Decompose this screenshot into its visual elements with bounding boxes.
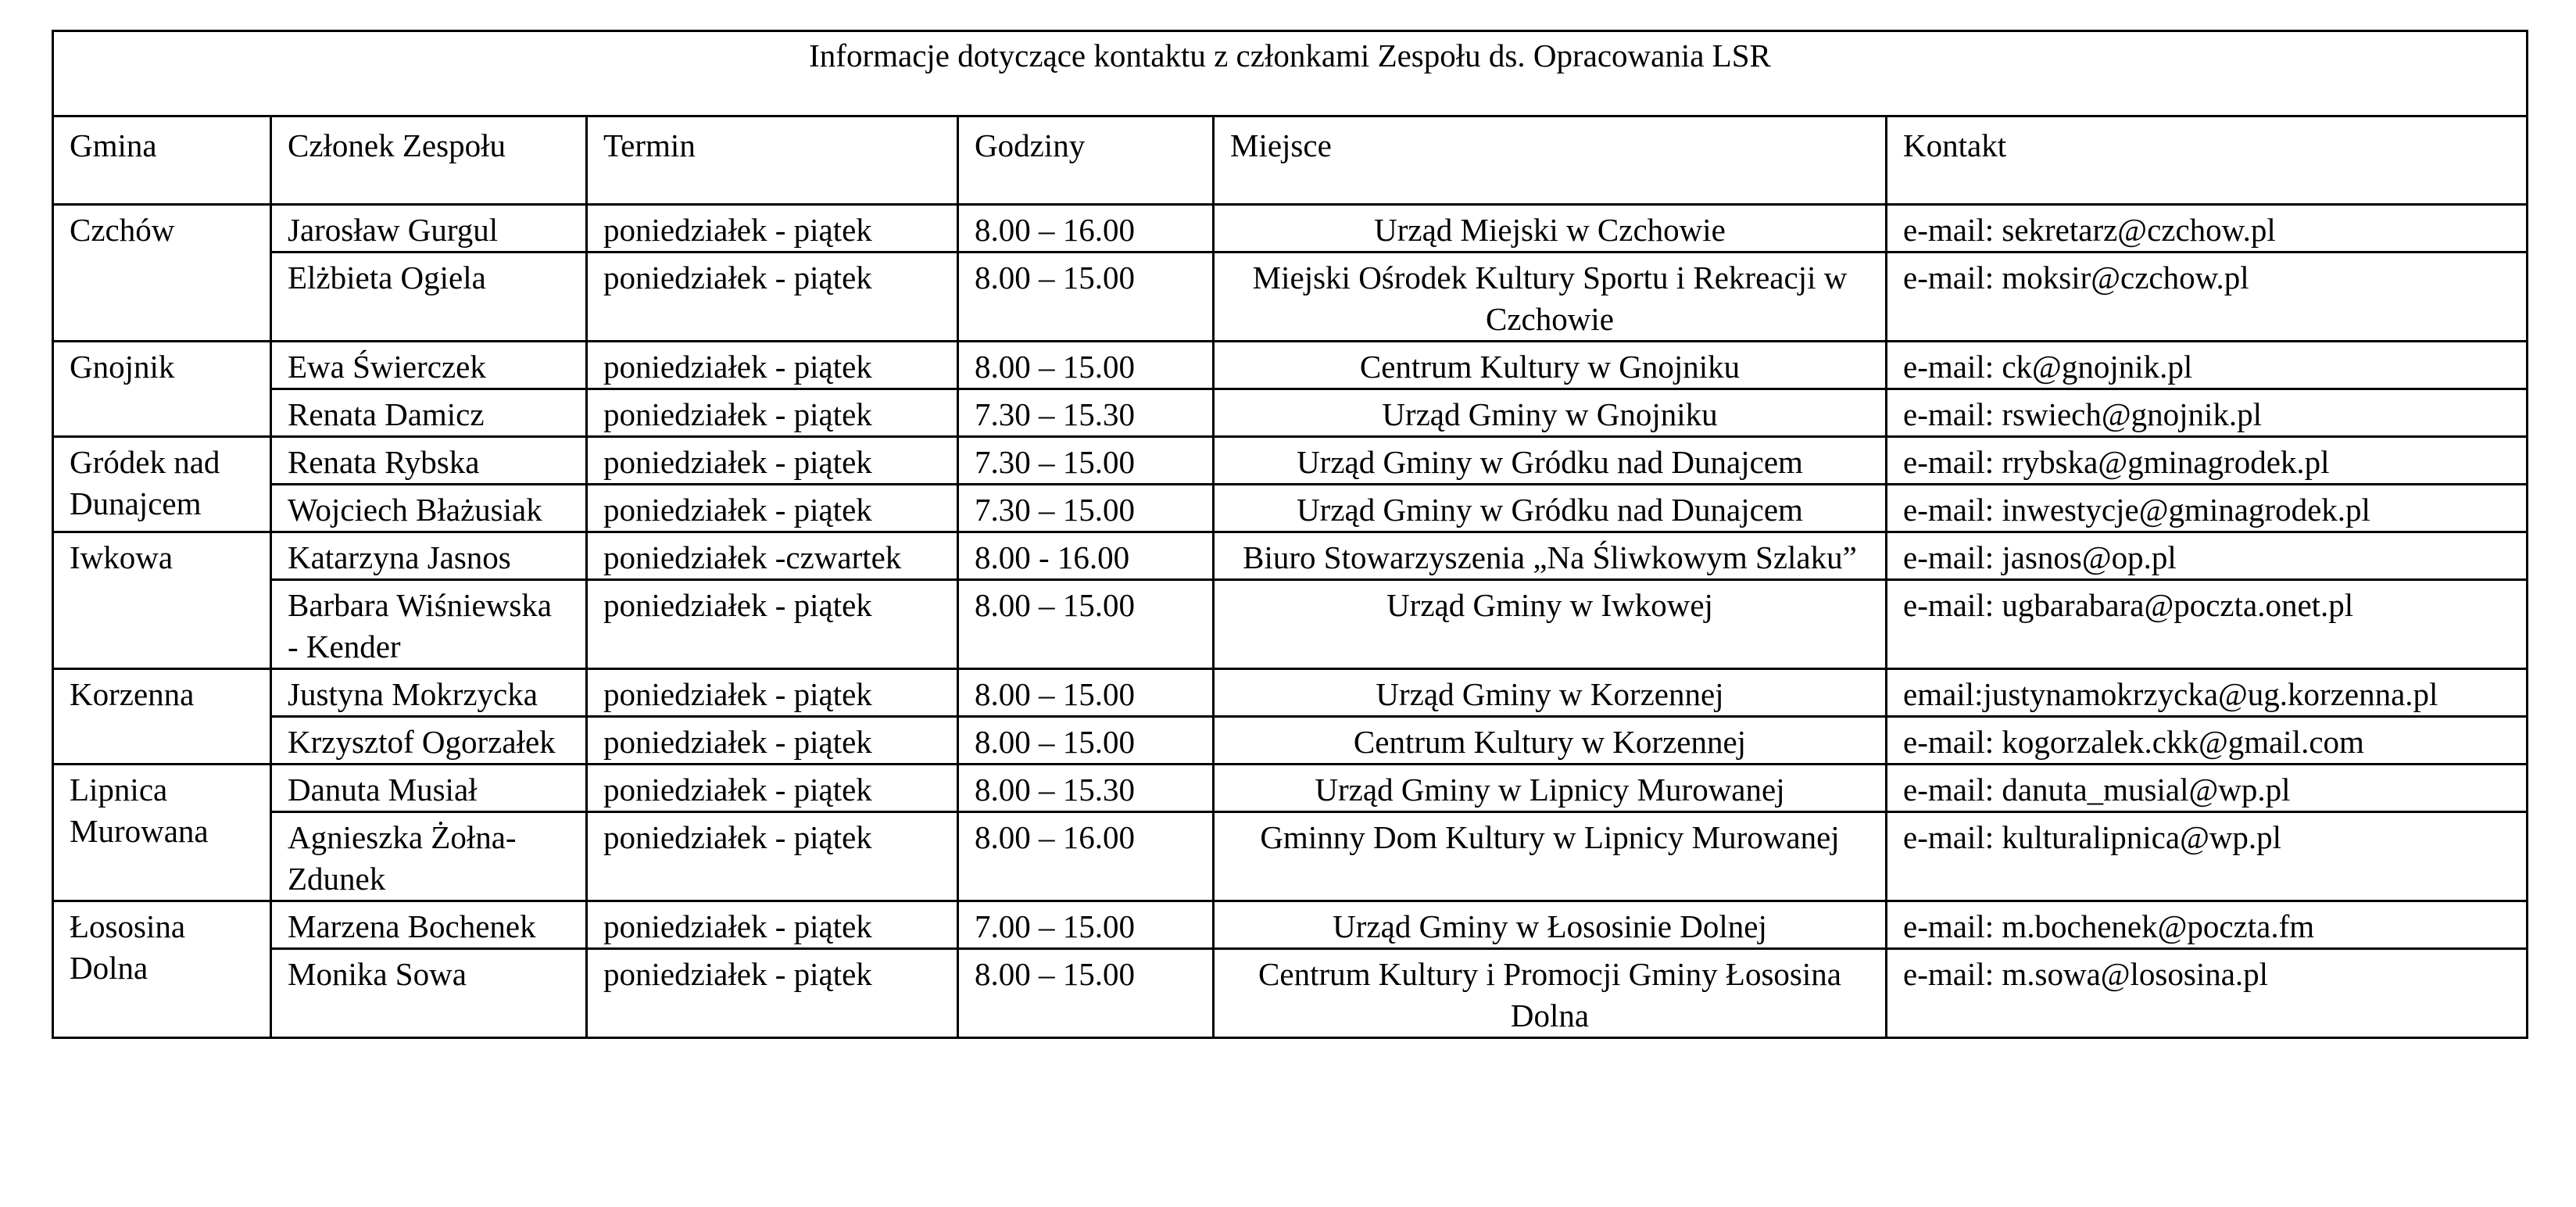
term-cell: poniedziałek - piątek [587, 253, 958, 342]
term-cell: poniedziałek - piątek [587, 342, 958, 389]
member-cell: Renata Damicz [271, 389, 587, 437]
contact-cell: e-mail: sekretarz@czchow.pl [1887, 205, 2528, 253]
table-row [53, 765, 2528, 812]
term-cell: poniedziałek - piątek [587, 485, 958, 532]
table-title: Informacje dotyczące kontaktu z członkami Zespołu ds. Opracowania LSR [53, 31, 2528, 116]
term-cell: poniedziałek - piątek [587, 205, 958, 253]
contact-cell: e-mail: ugbarabara@poczta.onet.pl [1887, 580, 2528, 669]
place-cell: Urząd Gminy w Gródku nad Dunajcem [1214, 485, 1887, 532]
member-cell: Danuta Musiał [271, 765, 587, 812]
contact-cell: email:justynamokrzycka@ug.korzenna.pl [1887, 669, 2528, 717]
header-member: Członek Zespołu [271, 116, 587, 205]
hours-cell: 7.00 – 15.00 [958, 901, 1214, 949]
table-row [53, 580, 2528, 669]
place-cell: Urząd Gminy w Lipnicy Murowanej [1214, 765, 1887, 812]
header-row [53, 116, 2528, 205]
term-cell: poniedziałek -czwartek [587, 532, 958, 580]
member-cell: Barbara Wiśniewska - Kender [271, 580, 587, 669]
contact-cell: e-mail: danuta_musial@wp.pl [1887, 765, 2528, 812]
place-cell: Centrum Kultury w Gnojniku [1214, 342, 1887, 389]
gmina-cell: Korzenna [53, 669, 271, 765]
table-row [53, 949, 2528, 1038]
hours-cell: 8.00 – 15.00 [958, 669, 1214, 717]
term-cell: poniedziałek - piątek [587, 812, 958, 901]
hours-cell: 8.00 – 16.00 [958, 205, 1214, 253]
member-cell: Krzysztof Ogorzałek [271, 717, 587, 765]
member-cell: Agnieszka Żołna-Zdunek [271, 812, 587, 901]
contact-cell: e-mail: inwestycje@gminagrodek.pl [1887, 485, 2528, 532]
member-cell: Katarzyna Jasnos [271, 532, 587, 580]
hours-cell: 7.30 – 15.30 [958, 389, 1214, 437]
hours-cell: 8.00 – 15.00 [958, 253, 1214, 342]
gmina-cell: Lipnica Murowana [53, 765, 271, 901]
place-cell: Biuro Stowarzyszenia „Na Śliwkowym Szlaku” [1214, 532, 1887, 580]
table-row [53, 532, 2528, 580]
contact-cell: e-mail: jasnos@op.pl [1887, 532, 2528, 580]
contact-cell: e-mail: rswiech@gnojnik.pl [1887, 389, 2528, 437]
hours-cell: 8.00 – 15.00 [958, 342, 1214, 389]
place-cell: Urząd Gminy w Gródku nad Dunajcem [1214, 437, 1887, 485]
hours-cell: 8.00 – 15.00 [958, 949, 1214, 1038]
contact-cell: e-mail: m.bochenek@poczta.fm [1887, 901, 2528, 949]
table-row [53, 389, 2528, 437]
gmina-cell: Łososina Dolna [53, 901, 271, 1038]
contact-cell: e-mail: moksir@czchow.pl [1887, 253, 2528, 342]
term-cell: poniedziałek - piątek [587, 669, 958, 717]
contact-cell: e-mail: m.sowa@lososina.pl [1887, 949, 2528, 1038]
member-cell: Elżbieta Ogiela [271, 253, 587, 342]
term-cell: poniedziałek - piątek [587, 765, 958, 812]
header-term: Termin [587, 116, 958, 205]
member-cell: Marzena Bochenek [271, 901, 587, 949]
contact-cell: e-mail: kulturalipnica@wp.pl [1887, 812, 2528, 901]
caption-row [53, 31, 2528, 116]
hours-cell: 8.00 – 16.00 [958, 812, 1214, 901]
contact-cell: e-mail: ck@gnojnik.pl [1887, 342, 2528, 389]
header-gmina: Gmina [53, 116, 271, 205]
member-cell: Ewa Świerczek [271, 342, 587, 389]
header-contact: Kontakt [1887, 116, 2528, 205]
term-cell: poniedziałek - piątek [587, 901, 958, 949]
place-cell: Urząd Gminy w Łososinie Dolnej [1214, 901, 1887, 949]
member-cell: Jarosław Gurgul [271, 205, 587, 253]
member-cell: Justyna Mokrzycka [271, 669, 587, 717]
table-row [53, 717, 2528, 765]
place-cell: Urząd Gminy w Gnojniku [1214, 389, 1887, 437]
place-cell: Centrum Kultury i Promocji Gminy Łososina Dolna [1214, 949, 1887, 1038]
term-cell: poniedziałek - piątek [587, 389, 958, 437]
hours-cell: 7.30 – 15.00 [958, 485, 1214, 532]
place-cell: Gminny Dom Kultury w Lipnicy Murowanej [1214, 812, 1887, 901]
table-row [53, 485, 2528, 532]
table-row [53, 669, 2528, 717]
table-row [53, 205, 2528, 253]
contact-table [52, 30, 2528, 1039]
place-cell: Urząd Gminy w Korzennej [1214, 669, 1887, 717]
table-body [53, 31, 2528, 1038]
header-place: Miejsce [1214, 116, 1887, 205]
member-cell: Renata Rybska [271, 437, 587, 485]
table-row [53, 901, 2528, 949]
hours-cell: 7.30 – 15.00 [958, 437, 1214, 485]
gmina-cell: Iwkowa [53, 532, 271, 669]
place-cell: Urząd Gminy w Iwkowej [1214, 580, 1887, 669]
gmina-cell: Gnojnik [53, 342, 271, 437]
gmina-cell: Czchów [53, 205, 271, 342]
place-cell: Miejski Ośrodek Kultury Sportu i Rekreacji w Czchowie [1214, 253, 1887, 342]
gmina-cell: Gródek nad Dunajcem [53, 437, 271, 532]
term-cell: poniedziałek - piątek [587, 717, 958, 765]
hours-cell: 8.00 - 16.00 [958, 532, 1214, 580]
contact-cell: e-mail: rrybska@gminagrodek.pl [1887, 437, 2528, 485]
table-row [53, 812, 2528, 901]
hours-cell: 8.00 – 15.00 [958, 580, 1214, 669]
table-row [53, 253, 2528, 342]
member-cell: Monika Sowa [271, 949, 587, 1038]
place-cell: Urząd Miejski w Czchowie [1214, 205, 1887, 253]
member-cell: Wojciech Błażusiak [271, 485, 587, 532]
table-row [53, 437, 2528, 485]
table-row [53, 342, 2528, 389]
hours-cell: 8.00 – 15.30 [958, 765, 1214, 812]
header-hours: Godziny [958, 116, 1214, 205]
term-cell: poniedziałek - piątek [587, 949, 958, 1038]
term-cell: poniedziałek - piątek [587, 580, 958, 669]
contact-cell: e-mail: kogorzalek.ckk@gmail.com [1887, 717, 2528, 765]
place-cell: Centrum Kultury w Korzennej [1214, 717, 1887, 765]
hours-cell: 8.00 – 15.00 [958, 717, 1214, 765]
term-cell: poniedziałek - piątek [587, 437, 958, 485]
